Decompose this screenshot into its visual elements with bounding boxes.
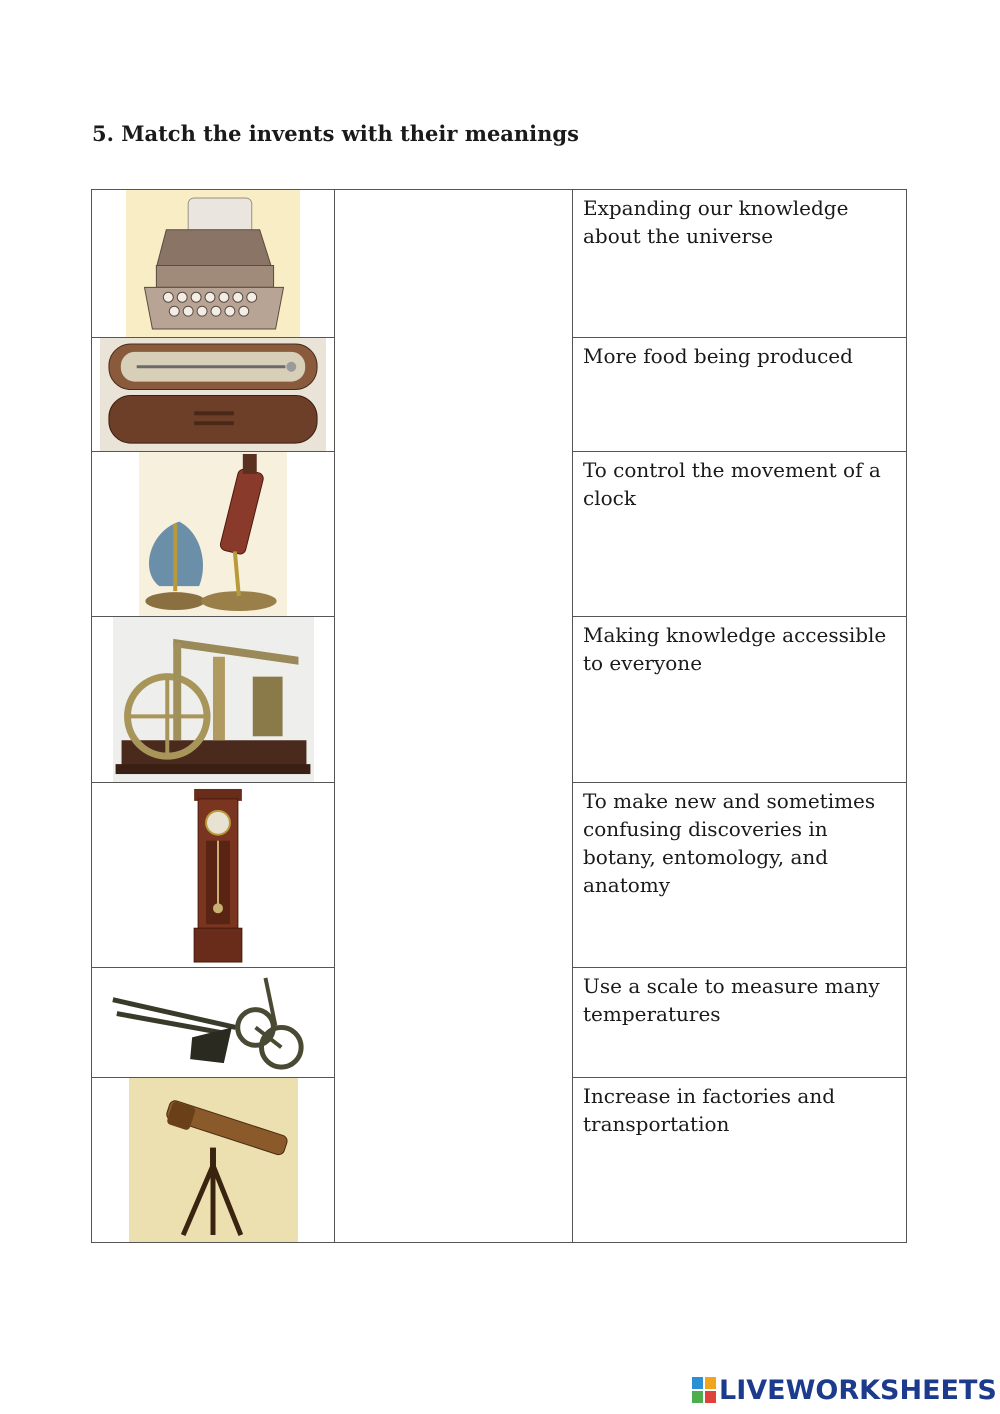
meaning-cell: Use a scale to measure many temperatures — [573, 968, 907, 1078]
typewriter-icon — [126, 190, 300, 337]
matching-table — [91, 189, 907, 1243]
picture-cell — [92, 338, 335, 452]
meaning-cell: Increase in factories and transportation — [573, 1078, 907, 1243]
liveworksheets-logo-icon — [692, 1377, 716, 1403]
table-row — [92, 190, 907, 338]
steam-engine-icon — [113, 617, 314, 782]
picture-cell — [92, 783, 335, 968]
brand-name: LIVEWORKSHEETS — [719, 1374, 997, 1406]
meaning-cell: Making knowledge accessible to everyone — [573, 617, 907, 783]
picture-cell — [92, 190, 335, 338]
meaning-cell: Expanding our knowledge about the universe — [573, 190, 907, 338]
meaning-cell: To make new and sometimes confusing discoveries in botany, entomology, and anatomy — [573, 783, 907, 968]
picture-cell — [92, 617, 335, 783]
picture-cell — [92, 968, 335, 1078]
liveworksheets-logo[interactable] — [692, 1374, 997, 1406]
exercise-heading: 5. Match the invents with their meanings — [92, 121, 579, 146]
thermometer-icon — [100, 338, 326, 451]
answer-cell[interactable] — [335, 190, 573, 1243]
pendulum-clock-icon — [190, 783, 246, 967]
telescope-icon — [129, 1078, 298, 1242]
meaning-cell: More food being produced — [573, 338, 907, 452]
picture-cell — [92, 452, 335, 617]
plough-icon — [106, 968, 306, 1077]
picture-cell — [92, 1078, 335, 1243]
microscope-icon — [139, 452, 287, 616]
meaning-cell: To control the movement of a clock — [573, 452, 907, 617]
